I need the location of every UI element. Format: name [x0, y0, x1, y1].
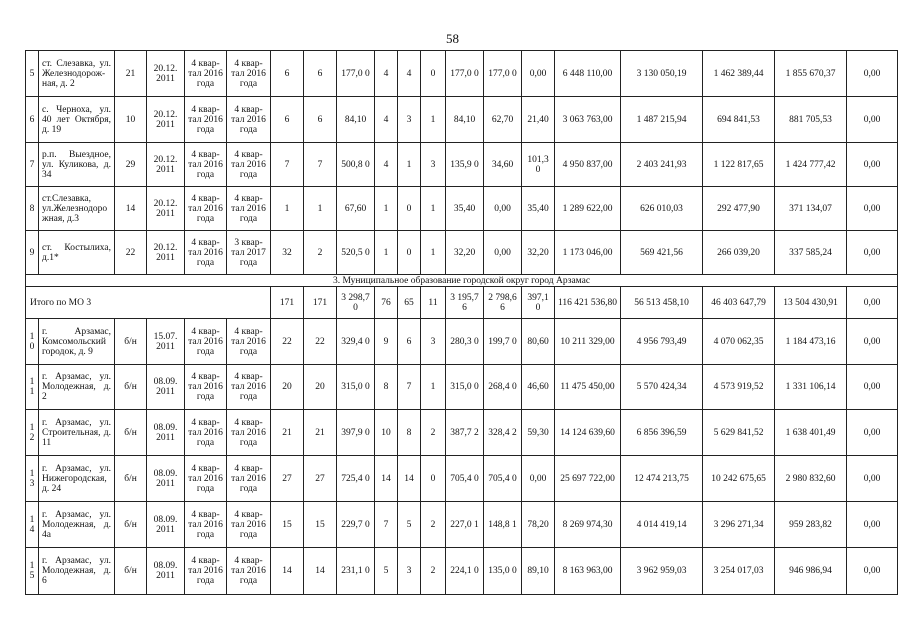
funding-cell: 292 477,90	[703, 187, 775, 231]
area-cell: 89,10	[522, 548, 555, 595]
premises-cell: 6	[398, 319, 421, 365]
planned-date-cell: 4 квар-тал 2016 года	[185, 365, 227, 410]
document-number-cell: 29	[115, 143, 147, 187]
area-cell: 84,10	[337, 97, 375, 143]
table-row	[26, 97, 898, 143]
area-cell: 705,4 0	[484, 456, 522, 502]
table-row	[26, 231, 898, 275]
premises-cell: 0	[421, 456, 446, 502]
funding-cell: 3 254 017,03	[703, 548, 775, 595]
area-cell: 0,00	[484, 231, 522, 275]
document-number-cell: 22	[115, 231, 147, 275]
total-label: Итого по МО 3	[26, 287, 271, 319]
residents-cell: 6	[271, 97, 304, 143]
funding-cell: 3 296 271,34	[703, 502, 775, 548]
actual-date-cell: 4 квар-тал 2016 года	[227, 456, 271, 502]
premises-cell: 1	[421, 365, 446, 410]
residents-cell: 6	[304, 97, 337, 143]
premises-cell: 4	[375, 143, 398, 187]
total-cell: 65	[398, 287, 421, 319]
table-row	[26, 502, 898, 548]
funding-cell: 0,00	[847, 231, 898, 275]
premises-cell: 5	[375, 548, 398, 595]
date-cell: 20.12. 2011	[147, 51, 185, 97]
funding-cell: 1 424 777,42	[775, 143, 847, 187]
row-number: 1 1	[26, 365, 39, 410]
funding-cell: 10 242 675,65	[703, 456, 775, 502]
premises-cell: 2	[421, 548, 446, 595]
actual-date-cell: 4 квар-тал 2016 года	[227, 319, 271, 365]
total-cell: 56 513 458,10	[621, 287, 703, 319]
area-cell: 328,4 2	[484, 410, 522, 456]
area-cell: 229,7 0	[337, 502, 375, 548]
area-cell: 177,0 0	[484, 51, 522, 97]
document-number-cell: 10	[115, 97, 147, 143]
premises-cell: 4	[375, 97, 398, 143]
planned-date-cell: 4 квар-тал 2016 года	[185, 410, 227, 456]
premises-cell: 1	[421, 187, 446, 231]
total-cost-cell: 8 163 963,00	[555, 548, 621, 595]
document-number-cell: б/н	[115, 319, 147, 365]
date-cell: 20.12. 2011	[147, 143, 185, 187]
premises-cell: 2	[421, 502, 446, 548]
residents-cell: 6	[271, 51, 304, 97]
document-number-cell: б/н	[115, 548, 147, 595]
actual-date-cell: 4 квар-тал 2016 года	[227, 51, 271, 97]
premises-cell: 7	[398, 365, 421, 410]
planned-date-cell: 4 квар-тал 2016 года	[185, 187, 227, 231]
table-row	[26, 187, 898, 231]
planned-date-cell: 4 квар-тал 2016 года	[185, 51, 227, 97]
funding-cell: 959 283,82	[775, 502, 847, 548]
premises-cell: 1	[398, 143, 421, 187]
area-cell: 35,40	[522, 187, 555, 231]
premises-cell: 1	[375, 231, 398, 275]
area-cell: 177,0 0	[337, 51, 375, 97]
total-cell: 0,00	[847, 287, 898, 319]
table-row	[26, 365, 898, 410]
area-cell: 0,00	[522, 456, 555, 502]
total-cell: 171	[304, 287, 337, 319]
funding-cell: 371 134,07	[775, 187, 847, 231]
address-cell: г. Арзамас, Комсомольский городок, д. 9	[39, 319, 115, 365]
funding-cell: 2 403 241,93	[621, 143, 703, 187]
premises-cell: 8	[398, 410, 421, 456]
date-cell: 08.09. 2011	[147, 410, 185, 456]
actual-date-cell: 4 квар-тал 2016 года	[227, 97, 271, 143]
address-cell: р.п. Выездное, ул. Куликова, д. 34	[39, 143, 115, 187]
area-cell: 231,1 0	[337, 548, 375, 595]
row-number: 8	[26, 187, 39, 231]
residents-cell: 32	[271, 231, 304, 275]
funding-cell: 3 130 050,19	[621, 51, 703, 97]
area-cell: 387,7 2	[446, 410, 484, 456]
residents-cell: 2	[304, 231, 337, 275]
residents-cell: 20	[271, 365, 304, 410]
date-cell: 08.09. 2011	[147, 456, 185, 502]
premises-cell: 1	[421, 97, 446, 143]
table-row	[26, 410, 898, 456]
funding-cell: 5 629 841,52	[703, 410, 775, 456]
funding-cell: 0,00	[847, 502, 898, 548]
table-row	[26, 456, 898, 502]
planned-date-cell: 4 квар-тал 2016 года	[185, 231, 227, 275]
premises-cell: 3	[398, 97, 421, 143]
funding-cell: 2 980 832,60	[775, 456, 847, 502]
row-number: 1 3	[26, 456, 39, 502]
funding-cell: 569 421,56	[621, 231, 703, 275]
total-cell: 11	[421, 287, 446, 319]
planned-date-cell: 4 квар-тал 2016 года	[185, 548, 227, 595]
residents-cell: 20	[304, 365, 337, 410]
funding-cell: 1 184 473,16	[775, 319, 847, 365]
funding-cell: 881 705,53	[775, 97, 847, 143]
actual-date-cell: 4 квар-тал 2016 года	[227, 548, 271, 595]
funding-cell: 0,00	[847, 187, 898, 231]
actual-date-cell: 4 квар-тал 2016 года	[227, 143, 271, 187]
funding-cell: 0,00	[847, 365, 898, 410]
funding-cell: 266 039,20	[703, 231, 775, 275]
table-row	[26, 548, 898, 595]
row-number: 6	[26, 97, 39, 143]
area-cell: 135,9 0	[446, 143, 484, 187]
area-cell: 32,20	[446, 231, 484, 275]
total-cost-cell: 11 475 450,00	[555, 365, 621, 410]
total-cell: 116 421 536,80	[555, 287, 621, 319]
area-cell: 21,40	[522, 97, 555, 143]
area-cell: 397,9 0	[337, 410, 375, 456]
area-cell: 62,70	[484, 97, 522, 143]
area-cell: 280,3 0	[446, 319, 484, 365]
address-cell: ст. Костылиха, д.1*	[39, 231, 115, 275]
residents-cell: 22	[304, 319, 337, 365]
funding-cell: 0,00	[847, 410, 898, 456]
residents-cell: 15	[304, 502, 337, 548]
total-cost-cell: 25 697 722,00	[555, 456, 621, 502]
area-cell: 315,0 0	[446, 365, 484, 410]
total-cell: 397,1 0	[522, 287, 555, 319]
area-cell: 224,1 0	[446, 548, 484, 595]
funding-cell: 4 070 062,35	[703, 319, 775, 365]
area-cell: 46,60	[522, 365, 555, 410]
premises-cell: 4	[375, 51, 398, 97]
date-cell: 08.09. 2011	[147, 365, 185, 410]
premises-cell: 0	[421, 51, 446, 97]
actual-date-cell: 4 квар-тал 2016 года	[227, 187, 271, 231]
residents-cell: 14	[271, 548, 304, 595]
table-row	[26, 319, 898, 365]
funding-cell: 12 474 213,75	[621, 456, 703, 502]
address-cell: г. Арзамас, ул. Молодежная, д. 4а	[39, 502, 115, 548]
premises-cell: 14	[375, 456, 398, 502]
address-cell: г. Арзамас, ул. Молодежная, д. 6	[39, 548, 115, 595]
address-cell: г. Арзамас, ул. Нижегородская, д. 24	[39, 456, 115, 502]
funding-cell: 3 962 959,03	[621, 548, 703, 595]
premises-cell: 0	[398, 187, 421, 231]
residents-cell: 21	[271, 410, 304, 456]
area-cell: 520,5 0	[337, 231, 375, 275]
total-cell: 13 504 430,91	[775, 287, 847, 319]
total-cost-cell: 10 211 329,00	[555, 319, 621, 365]
premises-cell: 14	[398, 456, 421, 502]
date-cell: 15.07. 2011	[147, 319, 185, 365]
premises-cell: 7	[375, 502, 398, 548]
area-cell: 67,60	[337, 187, 375, 231]
total-cost-cell: 8 269 974,30	[555, 502, 621, 548]
funding-cell: 1 487 215,94	[621, 97, 703, 143]
funding-cell: 0,00	[847, 456, 898, 502]
date-cell: 20.12. 2011	[147, 97, 185, 143]
premises-cell: 8	[375, 365, 398, 410]
planned-date-cell: 4 квар-тал 2016 года	[185, 456, 227, 502]
area-cell: 705,4 0	[446, 456, 484, 502]
document-number-cell: 21	[115, 51, 147, 97]
total-cost-cell: 4 950 837,00	[555, 143, 621, 187]
total-cost-cell: 1 173 046,00	[555, 231, 621, 275]
page-number: 58	[446, 31, 459, 46]
total-cell: 171	[271, 287, 304, 319]
area-cell: 148,8 1	[484, 502, 522, 548]
row-number: 1 5	[26, 548, 39, 595]
actual-date-cell: 4 квар-тал 2016 года	[227, 365, 271, 410]
actual-date-cell: 4 квар-тал 2016 года	[227, 502, 271, 548]
row-number: 5	[26, 51, 39, 97]
planned-date-cell: 4 квар-тал 2016 года	[185, 143, 227, 187]
premises-cell: 4	[398, 51, 421, 97]
funding-cell: 1 331 106,14	[775, 365, 847, 410]
date-cell: 20.12. 2011	[147, 187, 185, 231]
document-number-cell: 14	[115, 187, 147, 231]
area-cell: 329,4 0	[337, 319, 375, 365]
premises-cell: 1	[375, 187, 398, 231]
funding-cell: 0,00	[847, 51, 898, 97]
area-cell: 59,30	[522, 410, 555, 456]
actual-date-cell: 3 квар-тал 2017 года	[227, 231, 271, 275]
actual-date-cell: 4 квар-тал 2016 года	[227, 410, 271, 456]
funding-cell: 1 855 670,37	[775, 51, 847, 97]
premises-cell: 1	[421, 231, 446, 275]
premises-cell: 0	[398, 231, 421, 275]
section-title: 3. Муниципальное образование городской округ город Арзамас	[26, 275, 898, 287]
row-number: 7	[26, 143, 39, 187]
area-cell: 177,0 0	[446, 51, 484, 97]
area-cell: 315,0 0	[337, 365, 375, 410]
area-cell: 78,20	[522, 502, 555, 548]
residents-cell: 7	[271, 143, 304, 187]
row-number: 9	[26, 231, 39, 275]
date-cell: 08.09. 2011	[147, 548, 185, 595]
row-number: 1 2	[26, 410, 39, 456]
document-number-cell: б/н	[115, 456, 147, 502]
premises-cell: 2	[421, 410, 446, 456]
table-row	[26, 51, 898, 97]
area-cell: 35,40	[446, 187, 484, 231]
funding-cell: 1 122 817,65	[703, 143, 775, 187]
funding-cell: 5 570 424,34	[621, 365, 703, 410]
funding-cell: 1 638 401,49	[775, 410, 847, 456]
residents-cell: 15	[271, 502, 304, 548]
address-cell: ст. Слезавка, ул. Железнодорож-ная, д. 2	[39, 51, 115, 97]
area-cell: 32,20	[522, 231, 555, 275]
funding-cell: 4 014 419,14	[621, 502, 703, 548]
premises-cell: 10	[375, 410, 398, 456]
area-cell: 0,00	[484, 187, 522, 231]
total-cell: 46 403 647,79	[703, 287, 775, 319]
premises-cell: 3	[421, 143, 446, 187]
funding-cell: 0,00	[847, 548, 898, 595]
row-number: 1 0	[26, 319, 39, 365]
residents-cell: 1	[304, 187, 337, 231]
funding-cell: 0,00	[847, 97, 898, 143]
total-cell: 76	[375, 287, 398, 319]
document-number-cell: б/н	[115, 410, 147, 456]
funding-cell: 6 856 396,59	[621, 410, 703, 456]
residents-cell: 27	[271, 456, 304, 502]
document-number-cell: б/н	[115, 365, 147, 410]
premises-cell: 3	[398, 548, 421, 595]
funding-cell: 4 573 919,52	[703, 365, 775, 410]
area-cell: 34,60	[484, 143, 522, 187]
total-cost-cell: 1 289 622,00	[555, 187, 621, 231]
planned-date-cell: 4 квар-тал 2016 года	[185, 319, 227, 365]
area-cell: 101,3 0	[522, 143, 555, 187]
funding-cell: 1 462 389,44	[703, 51, 775, 97]
document-number-cell: б/н	[115, 502, 147, 548]
date-cell: 08.09. 2011	[147, 502, 185, 548]
residents-cell: 14	[304, 548, 337, 595]
residents-cell: 6	[304, 51, 337, 97]
area-cell: 0,00	[522, 51, 555, 97]
premises-cell: 3	[421, 319, 446, 365]
premises-cell: 5	[398, 502, 421, 548]
residents-cell: 22	[271, 319, 304, 365]
funding-cell: 0,00	[847, 143, 898, 187]
total-cost-cell: 14 124 639,60	[555, 410, 621, 456]
premises-cell: 9	[375, 319, 398, 365]
address-cell: ст.Слезавка, ул.Железнодоро жная, д.3	[39, 187, 115, 231]
date-cell: 20.12. 2011	[147, 231, 185, 275]
address-cell: г. Арзамас, ул. Строительная, д. 11	[39, 410, 115, 456]
residents-cell: 7	[304, 143, 337, 187]
planned-date-cell: 4 квар-тал 2016 года	[185, 97, 227, 143]
funding-cell: 4 956 793,49	[621, 319, 703, 365]
table-row	[26, 143, 898, 187]
total-row	[26, 287, 898, 319]
section-row	[26, 275, 898, 287]
total-cost-cell: 6 448 110,00	[555, 51, 621, 97]
area-cell: 80,60	[522, 319, 555, 365]
total-cost-cell: 3 063 763,00	[555, 97, 621, 143]
row-number: 1 4	[26, 502, 39, 548]
area-cell: 268,4 0	[484, 365, 522, 410]
funding-cell: 946 986,94	[775, 548, 847, 595]
area-cell: 84,10	[446, 97, 484, 143]
residents-cell: 27	[304, 456, 337, 502]
residents-cell: 21	[304, 410, 337, 456]
area-cell: 500,8 0	[337, 143, 375, 187]
residents-cell: 1	[271, 187, 304, 231]
total-cell: 3 298,7 0	[337, 287, 375, 319]
area-cell: 725,4 0	[337, 456, 375, 502]
total-cell: 2 798,6 6	[484, 287, 522, 319]
funding-cell: 337 585,24	[775, 231, 847, 275]
area-cell: 135,0 0	[484, 548, 522, 595]
address-cell: с. Черноха, ул. 40 лет Октября, д. 19	[39, 97, 115, 143]
total-cell: 3 195,7 6	[446, 287, 484, 319]
area-cell: 227,0 1	[446, 502, 484, 548]
funding-cell: 626 010,03	[621, 187, 703, 231]
area-cell: 199,7 0	[484, 319, 522, 365]
funding-cell: 694 841,53	[703, 97, 775, 143]
housing-program-table	[25, 50, 898, 595]
planned-date-cell: 4 квар-тал 2016 года	[185, 502, 227, 548]
funding-cell: 0,00	[847, 319, 898, 365]
address-cell: г. Арзамас, ул. Молодежная, д. 2	[39, 365, 115, 410]
